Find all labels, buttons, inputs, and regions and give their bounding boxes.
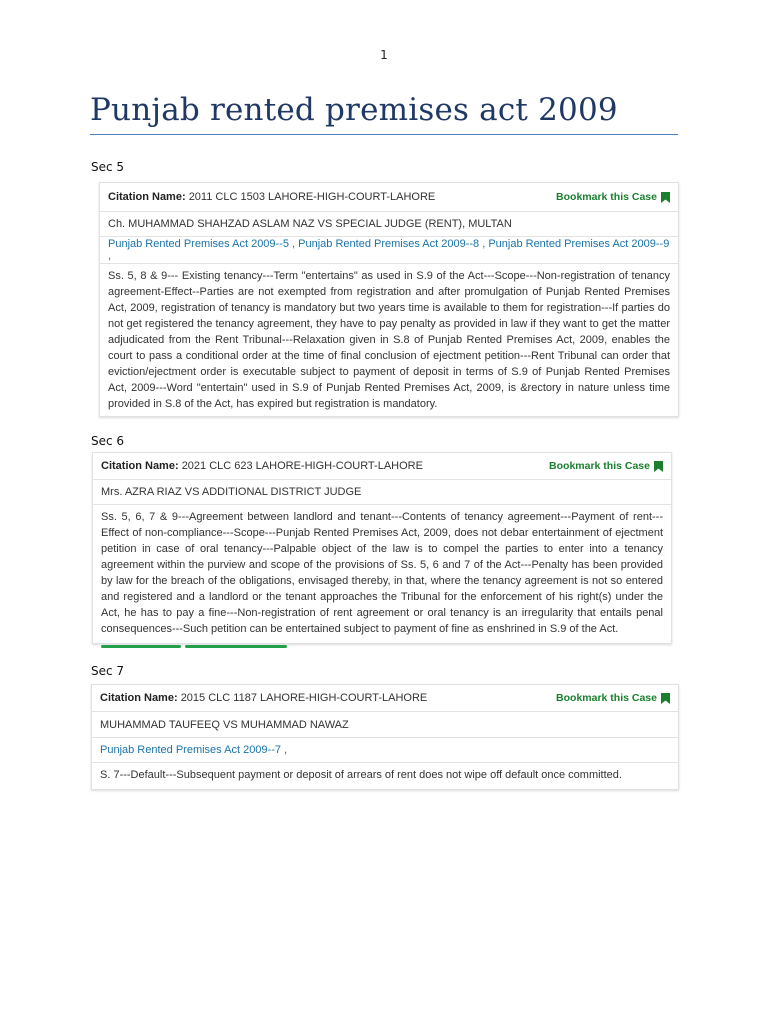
act-links <box>92 738 678 763</box>
case-summary: Ss. 5, 8 & 9--- Existing tenancy---Term "entertains" as used in S.9 of the Act---Scope---Non-registration of tenancy agreement-Effect--Parties are not exempted from registration and after promulgation of Punjab Rented Premises Act, 2009, registration of tenancy is mandatory but two years time is available to them for registration---If parties do not get registered the tenancy agreement, they have to pay penalty as provided in law if they want to get the matter adjudicated from the Rent Tribunal---Relaxation given in S.8 of Punjab Rented Premises Act, 2009, enables the court to pass a conditional order at the time of final conclusion of ejectment petition---Rent Tribunal can order that eviction/ejectment order is executable subject to payment of deposit in terms of S.9 of Punjab Rented Premises Act, 2009---Word "entertain" used in S.9 of Punjab Rented Premises Act, 2009, is &rectory in nature unless time provided in S.8 of the Act, has expired but registration is mandatory. <box>108 270 670 410</box>
citation-name <box>108 191 435 203</box>
page-number: 1 <box>380 48 388 62</box>
act-links <box>100 237 678 264</box>
bookmark-icon <box>661 192 670 203</box>
action-button-stub[interactable] <box>101 645 181 648</box>
act-link-list[interactable]: Punjab Rented Premises Act 2009--7 , <box>100 744 288 756</box>
case-summary: Ss. 5, 6, 7 & 9---Agreement between landlord and tenant---Contents of tenancy agreement---Payment of rent---Effect of non-compliance---Scope---Punjab Rented Premises Act, 2009, does not debar entertainment of ejectment petition in case of oral tenancy---Palpable object of the law is to compel the parties to enter into a tenancy agreement within the purview and scope of the provisions of Ss. 5, 6 and 7 of the Act---Penalty has been provided by law for the breach of the obligations, envisaged thereby, in that, where the tenancy agreement is not so entered and registered and a landlord or the tenant approaches the Tribunal for the enforcement of his right(s) under the Act, he has to pay a fine---Non-registration of rent agreement or oral tenancy is an irregularity that entails penal consequences---Such petition can be entertained subject to payment of fine as enshrined in S.9 of the Act. <box>101 511 663 635</box>
page-title: Punjab rented premises act 2009 <box>90 92 678 135</box>
citation-name <box>100 692 427 704</box>
case-card-sec-6 <box>92 452 672 644</box>
action-button-stub[interactable] <box>185 645 287 648</box>
bookmark-label: Bookmark this Case <box>549 460 650 472</box>
section-label-sec-7: Sec 7 <box>91 664 125 678</box>
case-parties[interactable]: MUHAMMAD TAUFEEQ VS MUHAMMAD NAWAZ <box>92 712 678 738</box>
bookmark-label: Bookmark this Case <box>556 692 657 704</box>
citation-row <box>100 183 678 212</box>
citation-label: Citation Name: <box>101 460 179 472</box>
bookmark-label: Bookmark this Case <box>556 191 657 203</box>
case-parties[interactable]: Mrs. AZRA RIAZ VS ADDITIONAL DISTRICT JUDGE <box>93 480 671 505</box>
bookmark-button[interactable] <box>556 692 670 704</box>
citation-value[interactable]: 2015 CLC 1187 LAHORE-HIGH-COURT-LAHORE <box>180 692 428 704</box>
section-label-sec-5: Sec 5 <box>91 160 125 174</box>
bookmark-button[interactable] <box>556 191 670 203</box>
citation-label: Citation Name: <box>108 191 186 203</box>
case-summary: S. 7---Default---Subsequent payment or deposit of arrears of rent does not wipe off default once committed. <box>100 769 622 781</box>
citation-value[interactable]: 2021 CLC 623 LAHORE-HIGH-COURT-LAHORE <box>181 460 423 472</box>
case-parties[interactable]: Ch. MUHAMMAD SHAHZAD ASLAM NAZ VS SPECIAL JUDGE (RENT), MULTAN <box>100 212 678 237</box>
act-link-list[interactable]: Punjab Rented Premises Act 2009--5 , Punjab Rented Premises Act 2009--8 , Punjab Rented Premises Act 2009--9 , <box>108 238 670 262</box>
citation-row <box>93 453 671 480</box>
citation-value[interactable]: 2011 CLC 1503 LAHORE-HIGH-COURT-LAHORE <box>188 191 436 203</box>
case-card-sec-7 <box>91 684 679 790</box>
bookmark-icon <box>654 461 663 472</box>
citation-label: Citation Name: <box>100 692 178 704</box>
case-card-sec-5 <box>99 182 679 417</box>
section-label-sec-6: Sec 6 <box>91 434 125 448</box>
citation-name <box>101 460 423 472</box>
bookmark-icon <box>661 693 670 704</box>
bookmark-button[interactable] <box>549 460 663 472</box>
citation-row <box>92 685 678 712</box>
